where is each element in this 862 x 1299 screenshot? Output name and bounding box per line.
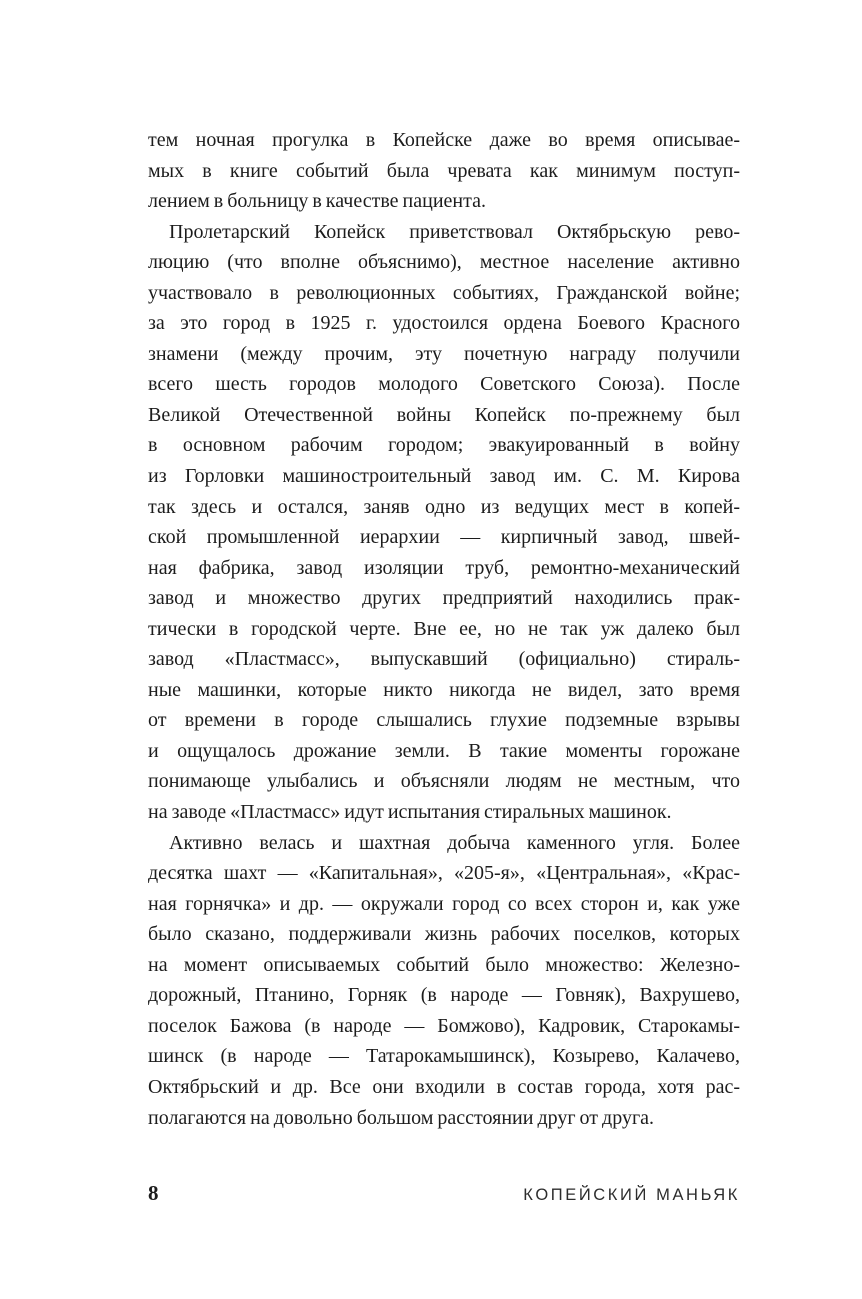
text-line: ской промышленной иерархии — кирпичный завод, швей- [148,526,740,549]
page-number: 8 [148,1181,159,1205]
text-line: понимающе улыбались и объясняли людям не местным, что [148,770,740,793]
text-line: в основном рабочим городом; эвакуированный в войну [148,434,740,457]
text-line: завод «Пластмасс», выпускавший (официально) стираль- [148,648,740,671]
text-line: за это город в 1925 г. удостоился ордена Боевого Красного [148,312,740,335]
text-line: поселок Бажова (в народе — Бомжово), Кадровик, Старокамы- [148,1014,740,1037]
text-line: знамени (между прочим, эту почетную награду получили [148,342,740,365]
text-line: было сказано, поддерживали жизнь рабочих поселков, которых [148,923,740,946]
text-line: участвовало в революционных событиях, Гражданской войне; [148,281,740,304]
paragraph [148,125,740,217]
text-line: всего шесть городов молодого Советского Союза). После [148,373,740,396]
text-line: Великой Отечественной войны Копейск по-прежнему был [148,403,740,426]
text-line: люцию (что вполне объяснимо), местное население активно [148,251,740,274]
text-line: лением в больницу в качестве пациента. [148,190,486,213]
text-line: завод и множество других предприятий находились прак- [148,587,740,610]
text-line: ная фабрика, завод изоляции труб, ремонтно-механический [148,556,740,579]
text-line: на момент описываемых событий было множество: Железно- [148,953,740,976]
text-line: мых в книге событий была чревата как минимум поступ- [148,159,740,182]
text-line: ная горнячка» и др. — окружали город со всех сторон и, как уже [148,892,740,915]
paragraph [148,828,740,1133]
text-line: на заводе «Пластмасс» идут испытания стиральных машинок. [148,801,672,824]
text-line: Активно велась и шахтная добыча каменного угля. Более [169,831,740,854]
text-line: шинск (в народе — Татарокамышинск), Козырево, Калачево, [148,1045,740,1068]
text-line: полагаются на довольно большом расстоянии друг от друга. [148,1106,655,1129]
text-line: дорожный, Птанино, Горняк (в народе — Говняк), Вахрушево, [148,984,740,1007]
paragraph [148,217,740,828]
text-line: десятка шахт — «Капитальная», «205-я», «Центральная», «Крас- [148,862,740,885]
text-line: Пролетарский Копейск приветствовал Октябрьскую рево- [169,220,740,243]
text-line: и ощущалось дрожание земли. В такие моменты горожане [148,739,740,762]
text-line: тически в городской черте. Вне ее, но не так уж далеко был [148,617,740,640]
text-line: из Горловки машиностроительный завод им. С. М. Кирова [148,465,740,488]
text-line: ные машинки, которые никто никогда не видел, зато время [148,678,740,701]
text-line: Октябрьский и др. Все они входили в состав города, хотя рас- [148,1075,740,1098]
text-line: тем ночная прогулка в Копейске даже во время описывае- [148,129,740,151]
page-footer [148,1181,740,1206]
running-title: КОПЕЙСКИЙ МАНЬЯК [523,1186,740,1204]
body-text [148,125,740,1133]
text-line: так здесь и остался, заняв одно из ведущих мест в копей- [148,495,740,518]
text-line: от времени в городе слышались глухие подземные взрывы [148,709,740,732]
